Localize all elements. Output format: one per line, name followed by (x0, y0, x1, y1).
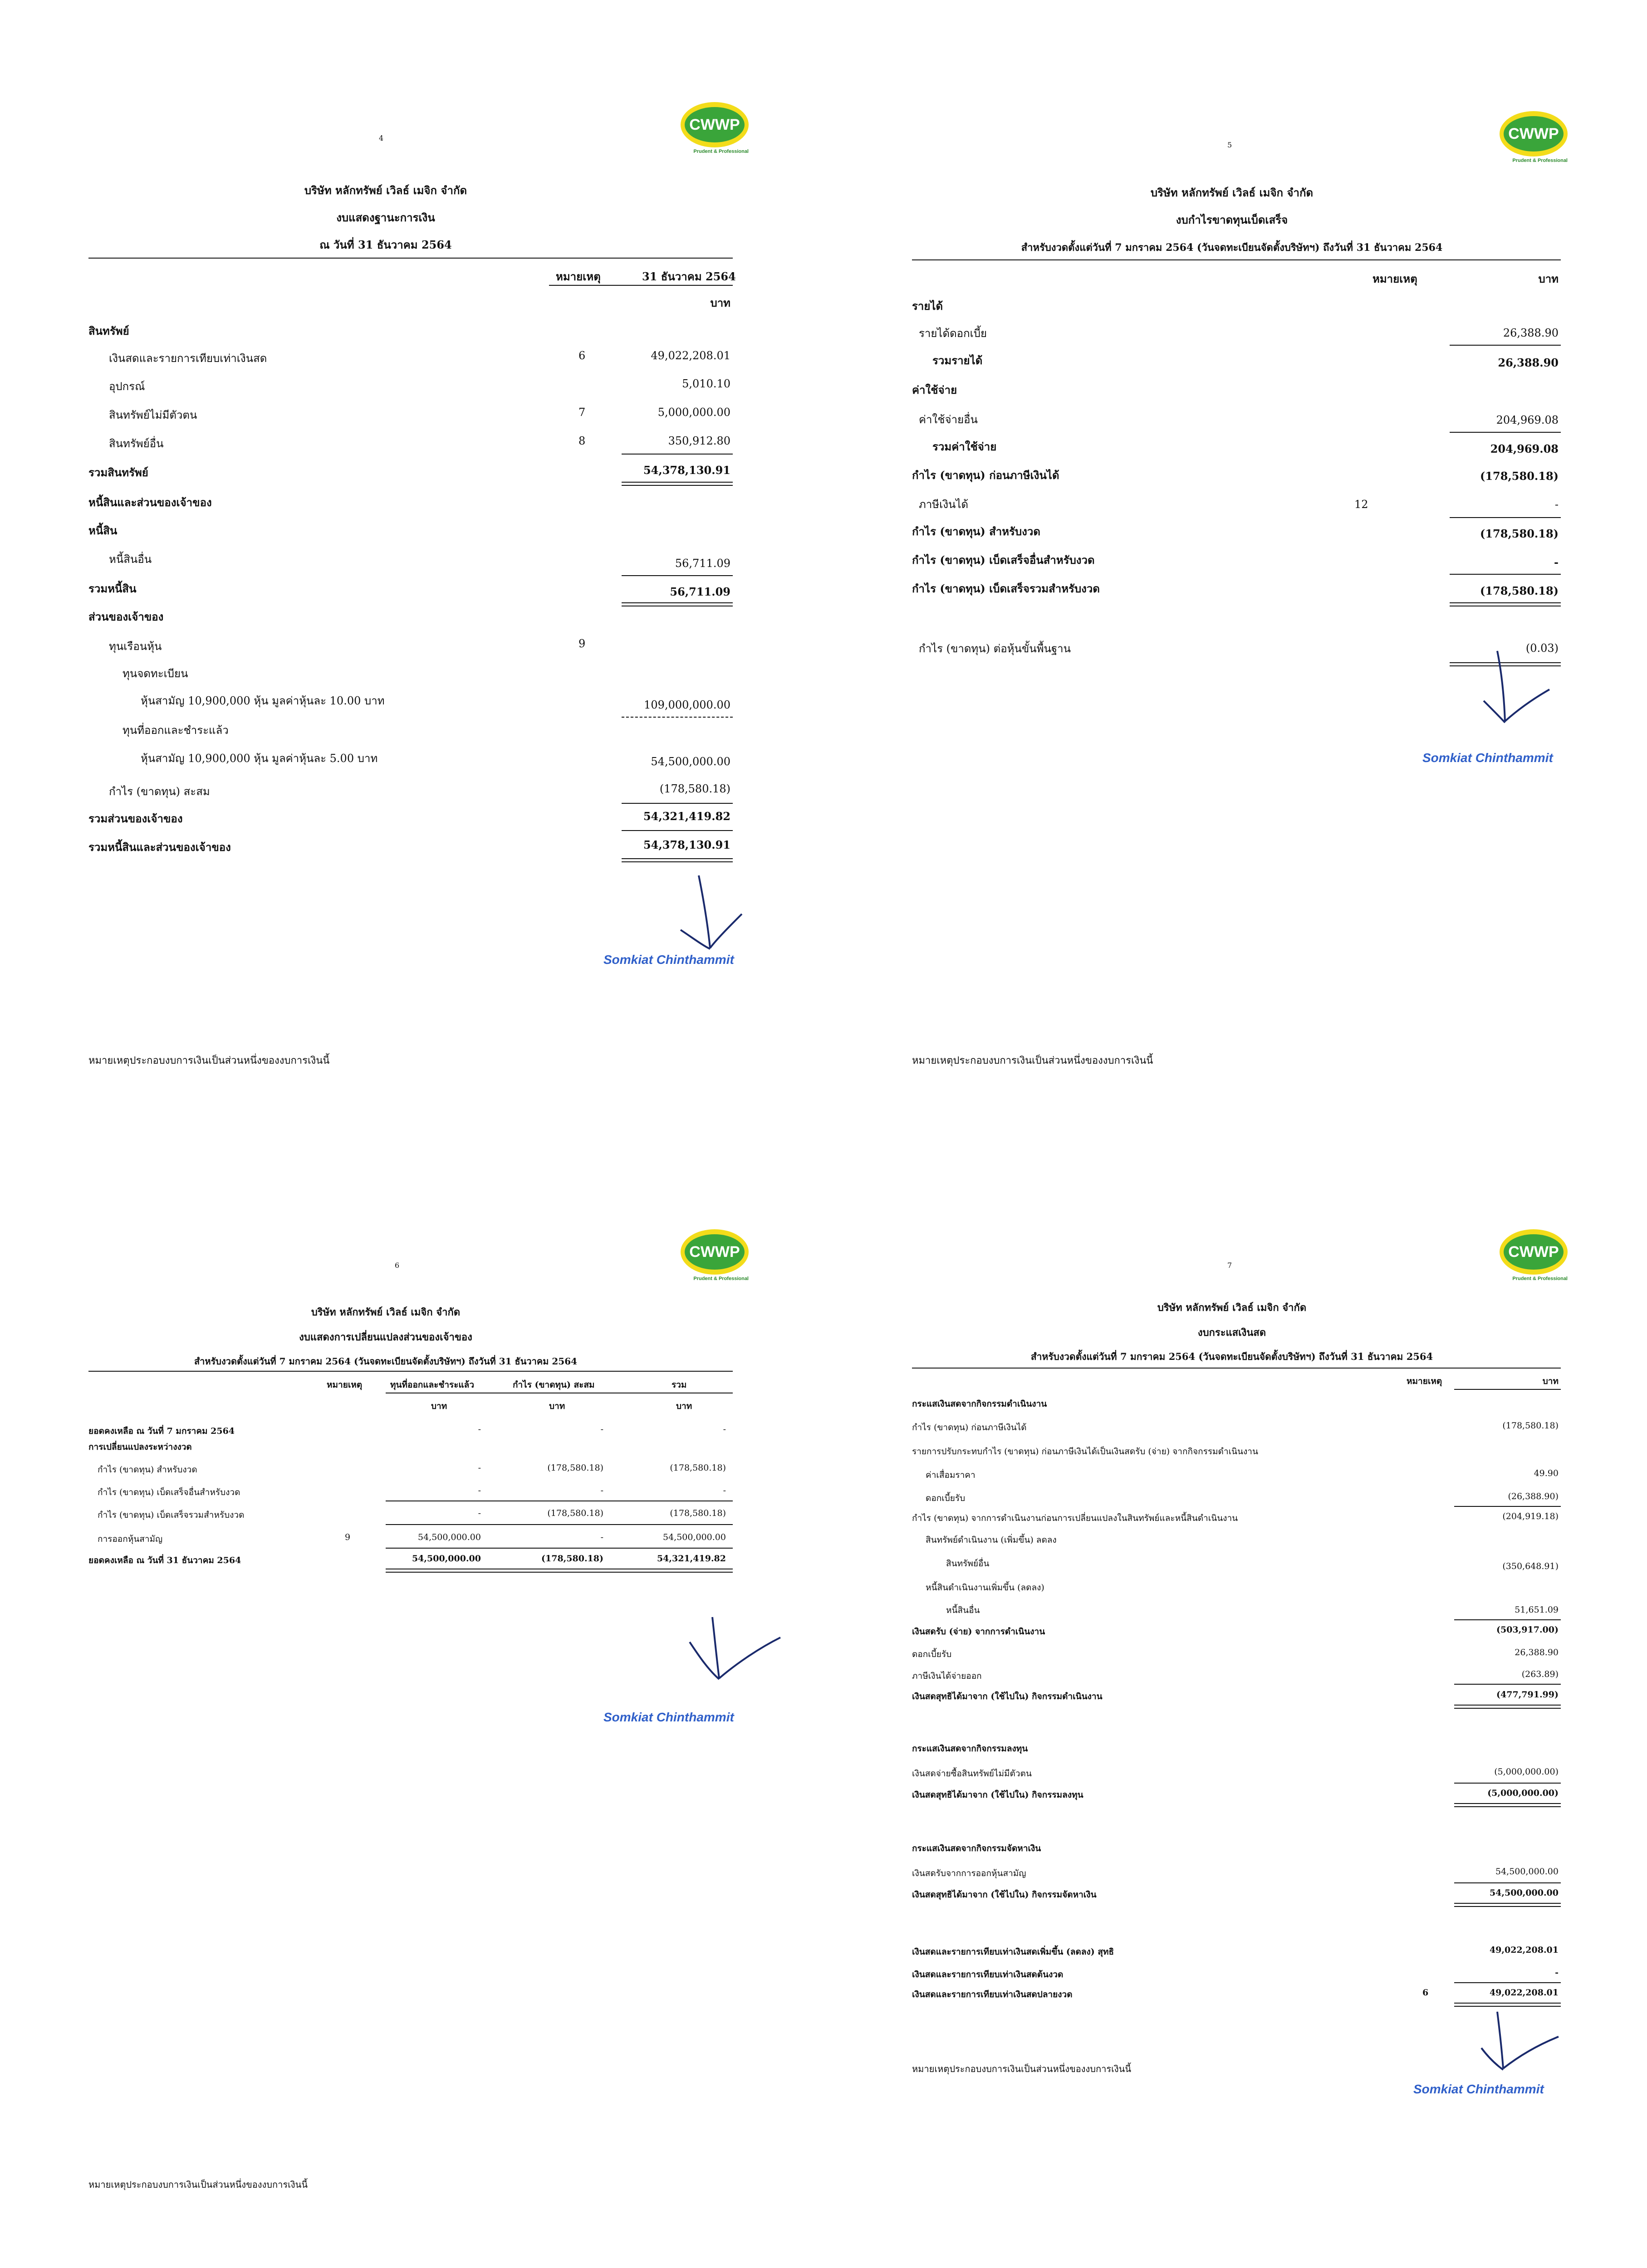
total-double-rule (1454, 1803, 1561, 1807)
col-header-rule (1454, 1389, 1561, 1390)
row-net-op-label: เงินสดสุทธิได้มาจาก (ใช้ไปใน) กิจกรรมดำเนินงาน (912, 1691, 1103, 1701)
row-adjustments-label: รายการปรับกระทบกำไร (ขาดทุน) ก่อนภาษีเงินได้เป็นเงินสดรับ (จ่าย) จากกิจกรรมดำเนินงาน (912, 1447, 1258, 1457)
statement-title: งบกำไรขาดทุนเบ็ดเสร็จ (1176, 213, 1288, 226)
row-deficit-value: (178,580.18) (659, 782, 730, 795)
row-shares-value: 54,500,000.00 (1495, 1867, 1559, 1877)
statement-period: สำหรับงวดตั้งแต่วันที่ 7 มกราคม 2564 (วันจดทะเบียนจัดตั้งบริษัทฯ) ถึงวันที่ 31 ธันวาคม 2564 (194, 1356, 578, 1367)
row-total-le-value: 54,378,130.91 (643, 838, 730, 851)
row-intangible-value: 5,000,000.00 (657, 406, 730, 419)
row-interest-value: 26,388.90 (1515, 1647, 1559, 1657)
total-double-rule (1450, 602, 1561, 606)
row-issued-value: 54,500,000.00 (651, 755, 730, 768)
inv-section-heading: กระแสเงินสดจากกิจกรรมลงทุน (912, 1744, 1028, 1754)
statement-period: สำหรับงวดตั้งแต่วันที่ 7 มกราคม 2564 (วันจดทะเบียนจัดตั้งบริษัทฯ) ถึงวันที่ 31 ธันวาคม 2564 (1021, 242, 1443, 254)
auditor-stamp: Somkiat Chinthammit (1422, 751, 1553, 765)
unit-label: บาท (1538, 272, 1559, 285)
col-header-rule (549, 285, 733, 286)
row-other-exp-value: 204,969.08 (1496, 414, 1559, 426)
row-total-exp-label: รวมค่าใช้จ่าย (932, 440, 997, 453)
cell-open-capital: - (478, 1424, 481, 1434)
row-net-fin-label: เงินสดสุทธิได้มาจาก (ใช้ไปใน) กิจกรรมจัดหาเงิน (912, 1890, 1097, 1900)
row-total-liab-label: รวมหนี้สิน (88, 582, 137, 595)
total-double-rule (622, 482, 733, 486)
row-equipment-label: อุปกรณ์ (109, 380, 145, 393)
row-total-equity-value: 54,321,419.82 (643, 810, 730, 823)
page-number: 4 (379, 134, 384, 142)
section-expenses: ค่าใช้จ่าย (912, 383, 957, 396)
col-note-header: หมายเหตุ (1407, 1376, 1442, 1386)
row-interest-received-value: (26,388.90) (1508, 1491, 1559, 1501)
unit-label: บาท (676, 1401, 692, 1411)
subtotal-rule (1454, 1783, 1561, 1784)
row-equipment-value: 5,010.10 (682, 377, 730, 390)
row-total-revenue-value: 26,388.90 (1498, 356, 1559, 369)
row-other-liab-label: หนี้สินอื่น (946, 1605, 980, 1615)
col-date-header: 31 ธันวาคม 2564 (642, 270, 736, 283)
row-end-label: เงินสดและรายการเทียบเท่าเงินสดปลายงวด (912, 1989, 1073, 1999)
cwwp-logo: CWWP Prudent & Professional (1500, 1229, 1568, 1281)
subtotal-rule (1450, 345, 1561, 346)
page-number: 7 (1227, 1261, 1232, 1270)
row-other-liab-label: หนี้สินอื่น (109, 553, 152, 566)
row-interest-income-label: รายได้ดอกเบี้ย (919, 327, 987, 340)
page-comprehensive-income (824, 0, 1647, 1166)
row-depreciation-value: 49.90 (1534, 1468, 1559, 1478)
auditor-stamp: Somkiat Chinthammit (603, 1710, 734, 1724)
row-end-note: 6 (1422, 1988, 1429, 1998)
row-changes-label: การเปลี่ยนแปลงระหว่างงวด (88, 1442, 192, 1452)
row-interest-income-value: 26,388.90 (1503, 327, 1559, 339)
cwwp-logo: CWWP Prudent & Professional (681, 102, 749, 154)
cell-profit-capital: - (478, 1463, 481, 1473)
subtotal-rule (622, 830, 733, 831)
page-cash-flows (824, 1166, 1647, 2268)
header-rule (88, 1371, 733, 1372)
row-profit-label: กำไร (ขาดทุน) สำหรับงวด (98, 1465, 197, 1475)
fin-section-heading: กระแสเงินสดจากกิจกรรมจัดหาเงิน (912, 1843, 1041, 1853)
subtotal-rule (1454, 1619, 1561, 1620)
row-total-liab-value: 56,711.09 (670, 585, 730, 598)
cell-profit-total: (178,580.18) (670, 1463, 726, 1473)
op-section-heading: กระแสเงินสดจากกิจกรรมดำเนินงาน (912, 1399, 1047, 1409)
row-issued-label: ทุนที่ออกและชำระแล้ว (123, 724, 229, 737)
row-other-exp-label: ค่าใช้จ่ายอื่น (919, 413, 978, 426)
row-op-before-value: (204,919.18) (1502, 1511, 1559, 1521)
row-total-assets-value: 54,378,130.91 (643, 464, 730, 477)
cell-tci-capital: - (478, 1508, 481, 1518)
row-end-value: 49,022,208.01 (1489, 1988, 1559, 1998)
subtotal-rule (1450, 574, 1561, 575)
cell-close-deficit: (178,580.18) (541, 1554, 603, 1564)
row-net-inv-value: (5,000,000.00) (1487, 1788, 1559, 1798)
row-tci-value: (178,580.18) (1480, 584, 1559, 597)
subtotal-rule (1450, 517, 1561, 518)
row-total-equity-label: รวมส่วนของเจ้าของ (88, 812, 183, 825)
statement-period: สำหรับงวดตั้งแต่วันที่ 7 มกราคม 2564 (วันจดทะเบียนจัดตั้งบริษัทฯ) ถึงวันที่ 31 ธันวาคม 2564 (1030, 1351, 1433, 1362)
row-tci-label: กำไร (ขาดทุน) เบ็ดเสร็จรวมสำหรับงวด (912, 582, 1100, 595)
row-total-revenue-label: รวมรายได้ (932, 354, 983, 367)
row-shares-label: เงินสดรับจากการออกหุ้นสามัญ (912, 1868, 1026, 1878)
row-profit-label: กำไร (ขาดทุน) สำหรับงวด (912, 525, 1040, 538)
total-double-rule (1454, 1705, 1561, 1709)
row-issue-label: การออกหุ้นสามัญ (98, 1534, 163, 1544)
subtotal-rule (1454, 1982, 1561, 1983)
row-net-increase-value: 49,022,208.01 (1489, 1945, 1559, 1955)
row-other-liab-value: 56,711.09 (675, 557, 730, 570)
row-cash-label: เงินสดและรายการเทียบเท่าเงินสด (109, 352, 267, 365)
dotted-rule (622, 717, 733, 718)
unit-label: บาท (431, 1401, 447, 1411)
statement-title: งบแสดงฐานะการเงิน (336, 211, 435, 224)
footer-note: หมายเหตุประกอบงบการเงินเป็นส่วนหนึ่งของงบการเงินนี้ (88, 2179, 308, 2190)
row-eps-label: กำไร (ขาดทุน) ต่อหุ้นขั้นพื้นฐาน (919, 642, 1071, 655)
row-share-capital-label: ทุนเรือนหุ้น (109, 640, 162, 653)
col-total-header: รวม (672, 1380, 687, 1390)
cell-issue-capital: 54,500,000.00 (417, 1532, 481, 1542)
row-intangible-value: (5,000,000.00) (1494, 1767, 1559, 1777)
auditor-stamp: Somkiat Chinthammit (603, 953, 734, 967)
row-other-assets-value: (350,648.91) (1502, 1561, 1559, 1571)
row-begin-value: - (1555, 1968, 1559, 1978)
row-open-label: ยอดคงเหลือ ณ วันที่ 7 มกราคม 2564 (88, 1426, 235, 1436)
cell-tci-deficit: (178,580.18) (547, 1508, 603, 1518)
row-pbt-label: กำไร (ขาดทุน) ก่อนภาษีเงินได้ (912, 1422, 1027, 1432)
row-cash-ops-label: เงินสดรับ (จ่าย) จากการดำเนินงาน (912, 1627, 1045, 1637)
row-tax-paid-value: (263.89) (1521, 1669, 1559, 1679)
col-note-header: หมายเหตุ (1372, 272, 1417, 285)
row-profit-value: (178,580.18) (1480, 527, 1559, 540)
row-tax-note: 12 (1354, 498, 1368, 511)
subtotal-rule (622, 454, 733, 455)
row-intangible-note: 7 (578, 406, 586, 419)
row-other-liab-value: 51,651.09 (1515, 1605, 1559, 1615)
header-rule (88, 258, 733, 259)
footer-note: หมายเหตุประกอบงบการเงินเป็นส่วนหนึ่งของงบการเงินนี้ (912, 2063, 1132, 2074)
row-depreciation-label: ค่าเสื่อมราคา (926, 1470, 975, 1480)
col-note-header: หมายเหตุ (556, 270, 601, 283)
row-issue-note: 9 (345, 1532, 351, 1542)
row-tax-paid-label: ภาษีเงินได้จ่ายออก (912, 1671, 982, 1681)
row-op-before-label: กำไร (ขาดทุน) จากการดำเนินงานก่อนการเปลี่ยนแปลงในสินทรัพย์และหนี้สินดำเนินงาน (912, 1513, 1238, 1523)
row-registered-value: 109,000,000.00 (644, 699, 730, 711)
signature-icon (681, 1610, 785, 1687)
cell-close-total: 54,321,419.82 (657, 1554, 726, 1564)
row-other-assets-label: สินทรัพย์อื่น (946, 1559, 990, 1569)
company-name: บริษัท หลักทรัพย์ เวิลธ์ เมจิก จำกัด (1157, 1302, 1307, 1314)
cell-open-total: - (723, 1424, 726, 1434)
row-total-exp-value: 204,969.08 (1490, 442, 1559, 455)
row-other-assets-value: 350,912.80 (668, 435, 730, 447)
auditor-stamp: Somkiat Chinthammit (1413, 2082, 1544, 2096)
row-net-op-value: (477,791.99) (1496, 1690, 1559, 1700)
total-double-rule (1454, 2003, 1561, 2007)
row-interest-label: ดอกเบี้ยรับ (912, 1649, 952, 1659)
section-revenue: รายได้ (912, 299, 943, 313)
subtotal-rule (1454, 1506, 1561, 1507)
row-issued-shares: หุ้นสามัญ 10,900,000 หุ้น มูลค่าหุ้นละ 5.00 บาท (141, 752, 378, 765)
section-equity: ส่วนของเจ้าของ (88, 610, 164, 623)
cell-close-capital: 54,500,000.00 (412, 1554, 481, 1564)
row-net-fin-value: 54,500,000.00 (1489, 1888, 1559, 1898)
row-oci-value: - (1554, 556, 1559, 569)
row-other-assets-note: 8 (578, 435, 586, 447)
row-close-label: ยอดคงเหลือ ณ วันที่ 31 ธันวาคม 2564 (88, 1555, 241, 1565)
section-liabilities: หนี้สิน (88, 524, 118, 537)
cell-tci-total: (178,580.18) (670, 1508, 726, 1518)
row-cash-value: 49,022,208.01 (651, 349, 730, 362)
row-net-increase-label: เงินสดและรายการเทียบเท่าเงินสดเพิ่มขึ้น (ลดลง) สุทธิ (912, 1947, 1114, 1957)
row-interest-received-label: ดอกเบี้ยรับ (926, 1493, 966, 1503)
col-deficit-header: กำไร (ขาดทุน) สะสม (513, 1380, 595, 1390)
signature-icon (667, 871, 744, 962)
row-deficit-label: กำไร (ขาดทุน) สะสม (109, 785, 210, 798)
row-tci-label: กำไร (ขาดทุน) เบ็ดเสร็จรวมสำหรับงวด (98, 1510, 245, 1520)
total-double-rule (386, 1569, 733, 1573)
row-share-capital-note: 9 (578, 637, 586, 650)
subtotal-rule (1450, 432, 1561, 433)
cell-profit-deficit: (178,580.18) (547, 1463, 603, 1473)
row-begin-label: เงินสดและรายการเทียบเท่าเงินสดต้นงวด (912, 1970, 1064, 1980)
row-tax-value: - (1554, 498, 1559, 511)
row-pbt-value: (178,580.18) (1480, 469, 1559, 483)
subtotal-rule (622, 803, 733, 804)
total-double-rule (1454, 1903, 1561, 1907)
row-oci-label: กำไร (ขาดทุน) เบ็ดเสร็จอื่นสำหรับงวด (98, 1487, 240, 1497)
subtotal-rule (386, 1524, 733, 1525)
cell-open-deficit: - (600, 1424, 603, 1434)
row-oci-label: กำไร (ขาดทุน) เบ็ดเสร็จอื่นสำหรับงวด (912, 553, 1095, 567)
statement-title: งบกระแสเงินสด (1197, 1327, 1266, 1339)
unit-label: บาท (549, 1401, 565, 1411)
row-cash-ops-value: (503,917.00) (1496, 1625, 1559, 1635)
section-liab-equity: หนี้สินและส่วนของเจ้าของ (88, 496, 212, 509)
unit-label: บาท (1542, 1376, 1559, 1386)
row-pbt-value: (178,580.18) (1502, 1421, 1559, 1431)
row-registered-shares: หุ้นสามัญ 10,900,000 หุ้น มูลค่าหุ้นละ 10.00 บาท (141, 694, 385, 707)
row-intangible-label: เงินสดจ่ายซื้อสินทรัพย์ไม่มีตัวตน (912, 1769, 1032, 1779)
page-changes-in-equity (0, 1166, 824, 2268)
cell-oci-deficit: - (600, 1486, 603, 1496)
company-name: บริษัท หลักทรัพย์ เวิลธ์ เมจิก จำกัด (1150, 186, 1314, 199)
col-capital-header: ทุนที่ออกและชำระแล้ว (390, 1380, 474, 1390)
subtotal-rule (386, 1548, 733, 1549)
cell-oci-capital: - (478, 1486, 481, 1496)
header-rule (912, 1368, 1561, 1369)
row-total-le-label: รวมหนี้สินและส่วนของเจ้าของ (88, 841, 231, 854)
company-name: บริษัท หลักทรัพย์ เวิลธ์ เมจิก จำกัด (304, 184, 467, 197)
row-eps-value: (0.03) (1525, 642, 1559, 655)
row-registered-label: ทุนจดทะเบียน (123, 667, 188, 680)
page-number: 6 (395, 1261, 400, 1270)
unit-label: บาท (710, 296, 730, 309)
row-net-inv-label: เงินสดสุทธิได้มาจาก (ใช้ไปใน) กิจกรรมลงทุน (912, 1790, 1083, 1800)
footer-note: หมายเหตุประกอบงบการเงินเป็นส่วนหนึ่งของงบการเงินนี้ (88, 1055, 330, 1066)
row-intangible-label: สินทรัพย์ไม่มีตัวตน (109, 409, 197, 421)
footer-note: หมายเหตุประกอบงบการเงินเป็นส่วนหนึ่งของงบการเงินนี้ (912, 1055, 1153, 1066)
cell-issue-deficit: - (600, 1532, 603, 1542)
cell-oci-total: - (723, 1486, 726, 1496)
row-op-liab-label: หนี้สินดำเนินงานเพิ่มขึ้น (ลดลง) (926, 1583, 1044, 1593)
company-name: บริษัท หลักทรัพย์ เวิลธ์ เมจิก จำกัด (311, 1306, 461, 1318)
section-assets: สินทรัพย์ (88, 324, 129, 337)
page-financial-position (0, 0, 824, 1166)
row-op-assets-label: สินทรัพย์ดำเนินงาน (เพิ่มขึ้น) ลดลง (926, 1535, 1057, 1545)
signature-icon (1477, 2007, 1563, 2075)
row-pbt-label: กำไร (ขาดทุน) ก่อนภาษีเงินได้ (912, 469, 1059, 482)
row-other-assets-label: สินทรัพย์อื่น (109, 437, 164, 450)
subtotal-rule (1454, 1684, 1561, 1685)
cwwp-logo: CWWP Prudent & Professional (1500, 111, 1568, 163)
total-double-rule (622, 858, 733, 862)
subtotal-rule (1454, 1882, 1561, 1883)
cwwp-logo: CWWP Prudent & Professional (681, 1229, 749, 1281)
row-total-assets-label: รวมสินทรัพย์ (88, 466, 148, 479)
cell-issue-total: 54,500,000.00 (662, 1532, 726, 1542)
row-cash-note: 6 (578, 349, 586, 362)
col-note-header: หมายเหตุ (327, 1380, 363, 1390)
total-double-rule (622, 602, 733, 606)
statement-title: งบแสดงการเปลี่ยนแปลงส่วนของเจ้าของ (299, 1331, 472, 1343)
header-rule (912, 259, 1561, 260)
signature-icon (1477, 646, 1554, 733)
statement-date: ณ วันที่ 31 ธันวาคม 2564 (319, 238, 452, 251)
page-number: 5 (1227, 141, 1232, 149)
subtotal-rule (622, 575, 733, 576)
row-tax-label: ภาษีเงินได้ (919, 498, 969, 511)
